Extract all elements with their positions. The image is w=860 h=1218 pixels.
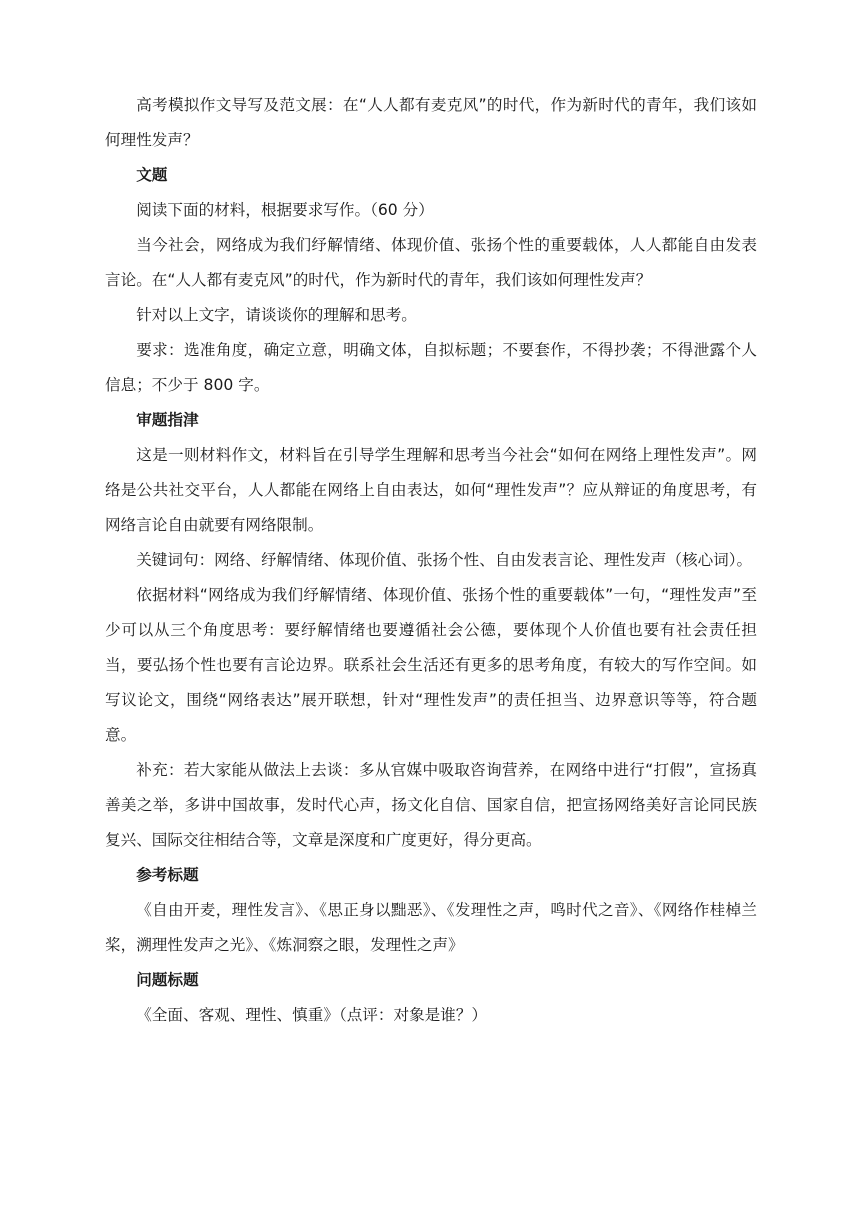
analysis-paragraph: 这是一则材料作文，材料旨在引导学生理解和思考当今社会“如何在网络上理性发声”。网络是公共社交平台，人人都能在网络上自由表达，如何“理性发声”？应从辩证的角度思考，有网络言论自由就要有网络限制。 — [105, 446, 757, 534]
prompt-task: 针对以上文字，请谈谈你的理解和思考。 — [136, 306, 417, 324]
prompt-material: 当今社会，网络成为我们纾解情绪、体现价值、张扬个性的重要载体，人人都能自由发表言论。在“人人都有麦克风”的时代，作为新时代的青年，我们该如何理性发声？ — [105, 236, 757, 289]
section-heading-problem-titles: 问题标题 — [136, 971, 199, 989]
section-heading-analysis: 审题指津 — [136, 411, 199, 429]
reference-titles-paragraph: 《自由开麦，理性发言》、《思正身以黜恶》、《发理性之声，鸣时代之音》、《网络作桂棹兰桨，溯理性发声之光》、《炼洞察之眼，发理性之声》 — [105, 901, 757, 954]
prompt-requirements: 要求：选准角度，确定立意，明确文体，自拟标题；不要套作，不得抄袭；不得泄露个人信息；不少于 800 字。 — [105, 341, 757, 394]
supplement-paragraph: 补充：若大家能从做法上去谈：多从官媒中吸取咨询营养，在网络中进行“打假”，宣扬真善美之举，多讲中国故事，发时代心声，扬文化自信、国家自信，把宣扬网络美好言论同民族复兴、国际交往相结合等，文章是深度和广度更好，得分更高。 — [105, 761, 757, 849]
keywords-paragraph: 关键词句：网络、纾解情绪、体现价值、张扬个性、自由发表言论、理性发声（核心词）。 — [136, 551, 753, 569]
section-heading-prompt: 文题 — [136, 166, 168, 184]
section-heading-reference-titles: 参考标题 — [136, 866, 199, 884]
document-page — [105, 88, 757, 1033]
problem-titles-paragraph: 《全面、客观、理性、慎重》（点评：对象是谁？） — [136, 1006, 488, 1024]
intro-paragraph: 高考模拟作文导写及范文展：在“人人都有麦克风”的时代，作为新时代的青年，我们该如何理性发声？ — [105, 96, 757, 149]
prompt-instruction: 阅读下面的材料，根据要求写作。（60 分） — [136, 201, 434, 219]
angles-paragraph: 依据材料“网络成为我们纾解情绪、体现价值、张扬个性的重要载体”一句，“理性发声”至少可以从三个角度思考：要纾解情绪也要遵循社会公德，要体现个人价值也要有社会责任担当，要弘扬个性也要有言论边界。联系社会生活还有更多的思考角度，有较大的写作空间。如写议论文，围绕“网络表达”展开联想，针对“理性发声”的责任担当、边界意识等等，符合题意。 — [105, 586, 757, 744]
